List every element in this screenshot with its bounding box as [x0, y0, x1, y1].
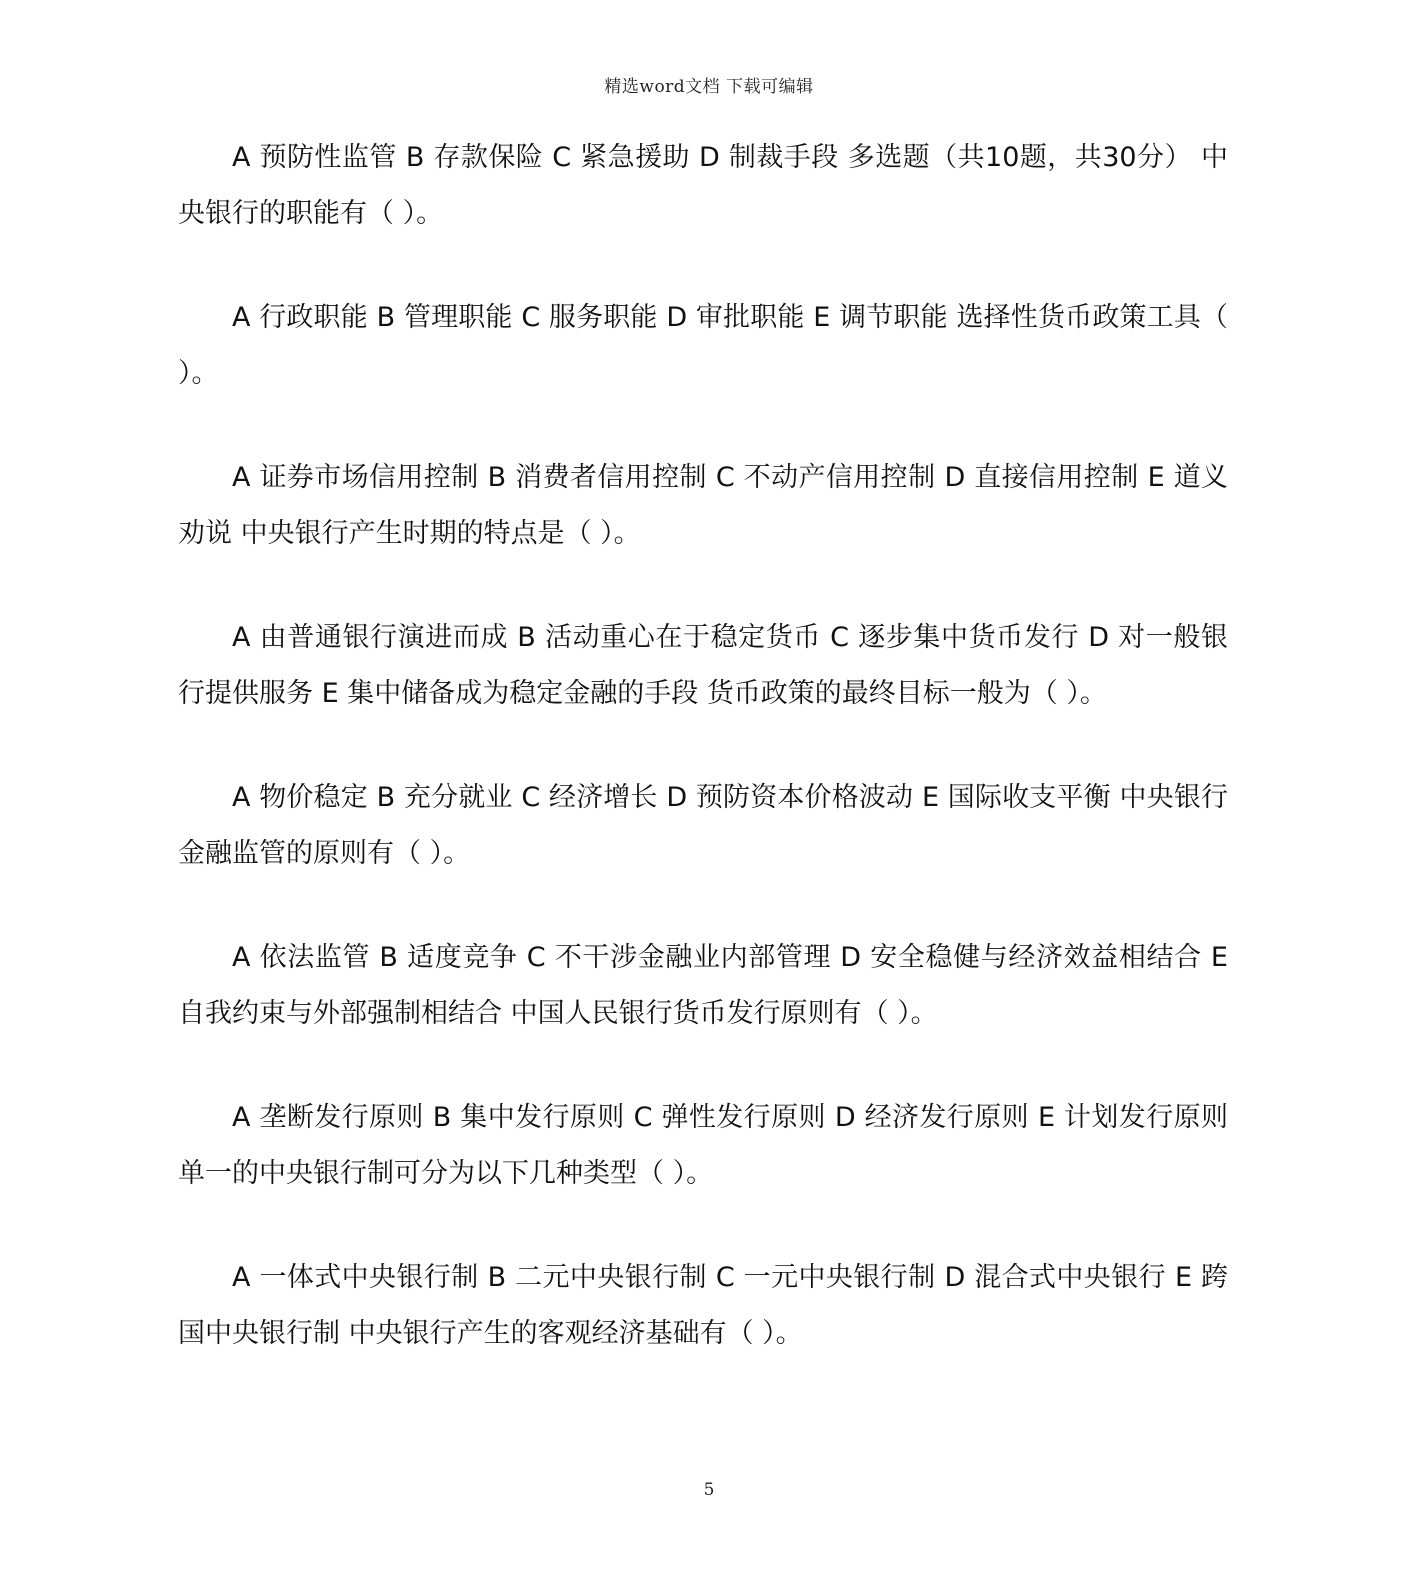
question-paragraph-5: A 物价稳定 B 充分就业 C 经济增长 D 预防资本价格波动 E 国际收支平衡 中央银行金融监管的原则有（ ）。: [178, 782, 1228, 869]
question-paragraph-7: A 垄断发行原则 B 集中发行原则 C 弹性发行原则 D 经济发行原则 E 计划发行原则 单一的中央银行制可分为以下几种类型（ ）。: [178, 1102, 1228, 1189]
question-paragraph-2: A 行政职能 B 管理职能 C 服务职能 D 审批职能 E 调节职能 选择性货币政策工具（ ）。: [178, 302, 1228, 389]
question-paragraph-1: A 预防性监管 B 存款保险 C 紧急援助 D 制裁手段 多选题（共10题，共30分） 中央银行的职能有（ ）。: [178, 142, 1228, 229]
question-paragraph-3: A 证券市场信用控制 B 消费者信用控制 C 不动产信用控制 D 直接信用控制 E 道义劝说 中央银行产生时期的特点是（ ）。: [178, 462, 1228, 549]
question-paragraph-8: A 一体式中央银行制 B 二元中央银行制 C 一元中央银行制 D 混合式中央银行 E 跨国中央银行制 中央银行产生的客观经济基础有（ ）。: [178, 1262, 1228, 1349]
page-number: 5: [703, 1480, 715, 1500]
document-body: [178, 130, 1228, 1410]
page-header: 精选word文档 下载可编辑: [604, 77, 814, 97]
question-paragraph-6: A 依法监管 B 适度竞争 C 不干涉金融业内部管理 D 安全稳健与经济效益相结合 E 自我约束与外部强制相结合 中国人民银行货币发行原则有（ ）。: [178, 942, 1228, 1029]
question-paragraph-4: A 由普通银行演进而成 B 活动重心在于稳定货币 C 逐步集中货币发行 D 对一般银行提供服务 E 集中储备成为稳定金融的手段 货币政策的最终目标一般为（ ）。: [178, 622, 1228, 709]
